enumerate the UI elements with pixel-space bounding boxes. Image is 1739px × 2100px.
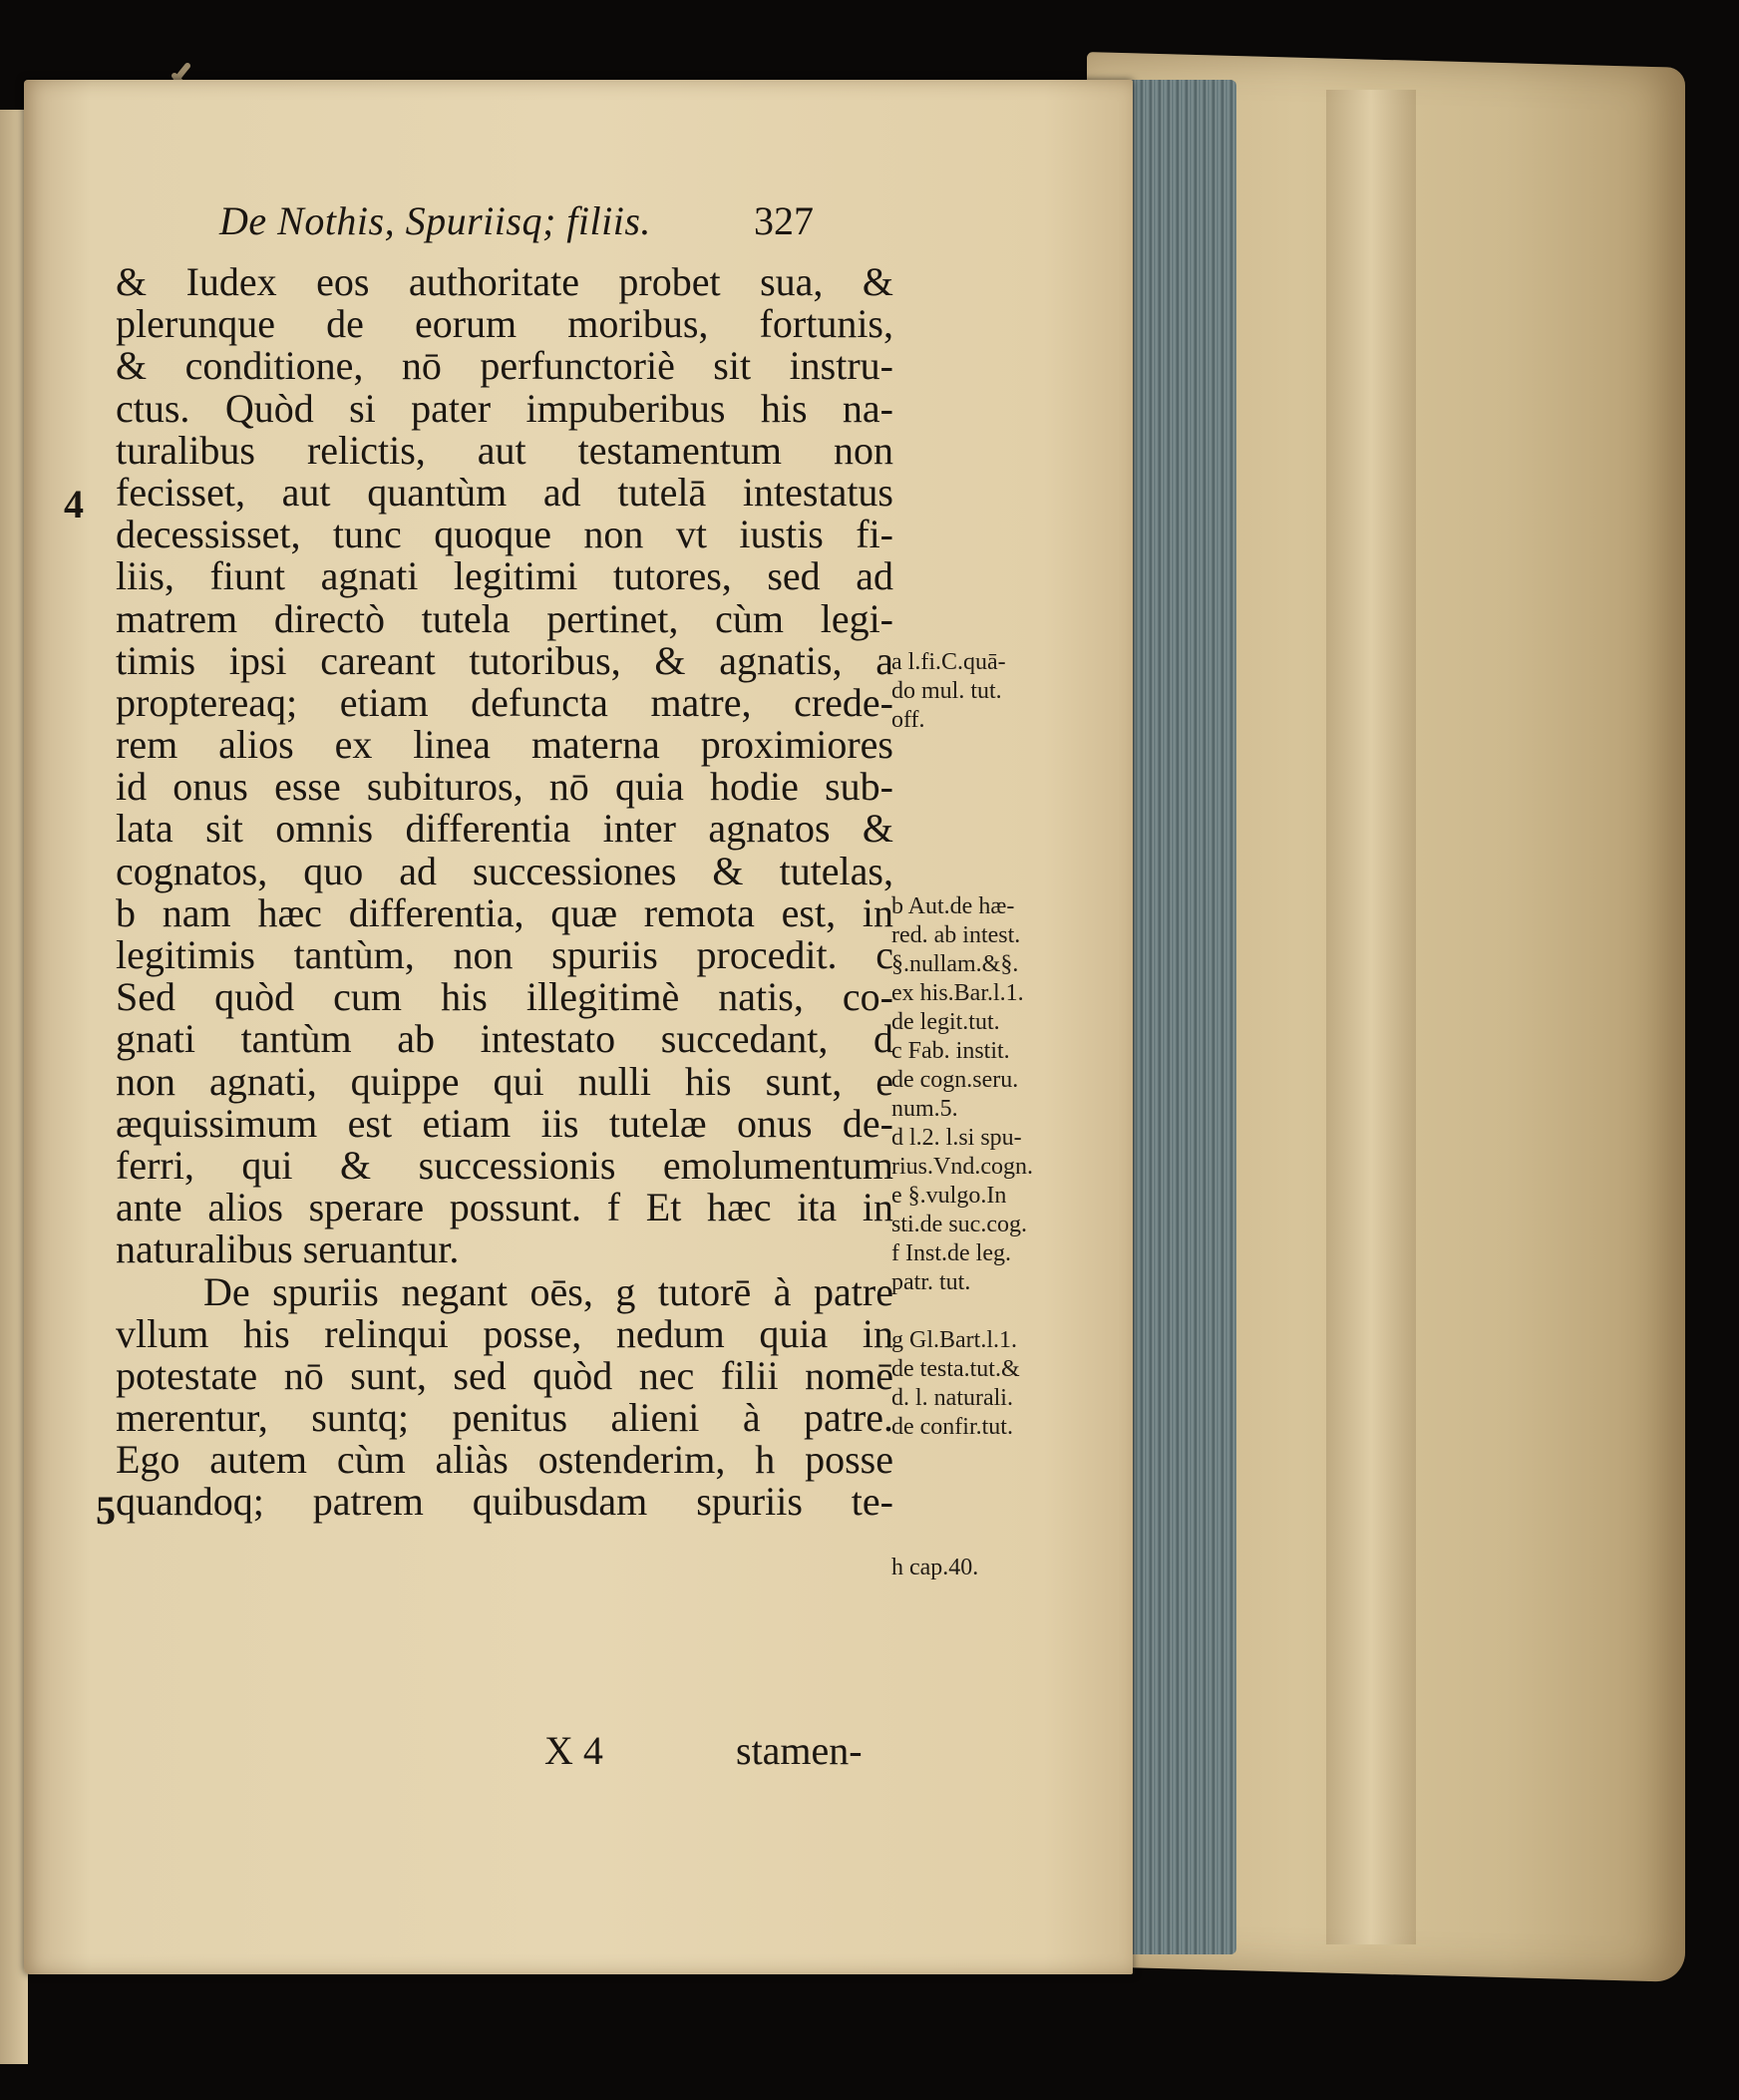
marginal-note-d: d l.2. l.si spu- rius.Vnd.cogn. (891, 1125, 1033, 1180)
page-edges (1127, 80, 1236, 1954)
body-line: merentur, suntq; penitus alieni à patre. (116, 1395, 893, 1441)
body-line: plerunque de eorum moribus, fortunis, (116, 301, 893, 347)
page-number: 327 (754, 198, 814, 243)
running-head: De Nothis, Spuriisq; filiis. (219, 198, 651, 243)
body-line: gnati tantùm ab intestato succedant, d (116, 1016, 893, 1062)
body-line: & Iudex eos authoritate probet sua, & (116, 259, 893, 304)
body-line: decessisset, tunc quoque non vt iustis fi- (116, 512, 893, 557)
body-line: liis, fiunt agnati legitimi tutores, sed ad (116, 553, 893, 599)
body-line: Sed quòd cum his illegitimè natis, co- (116, 974, 893, 1020)
body-line: fecisset, aut quantùm ad tutelā intestatus (116, 469, 893, 515)
book-page (24, 80, 1133, 1974)
body-line: & conditione, nō perfunctoriè sit instru- (116, 343, 893, 389)
section-number-5: 5 (96, 1488, 116, 1533)
marginal-note-b: b Aut.de hæ- red. ab intest. §.nullam.&§. ex his.Bar.l.1. de legit.tut. (891, 893, 1024, 1035)
body-line: potestate nō sunt, sed quòd nec filii nomē (116, 1352, 893, 1398)
body-line: æquissimum est etiam iis tutelæ onus de- (116, 1100, 893, 1146)
body-line: turalibus relictis, aut testamentum non (116, 427, 893, 473)
marginal-note-f: f Inst.de leg. patr. tut. (891, 1240, 1011, 1295)
body-line: quandoq; patrem quibusdam spuriis te- (116, 1479, 893, 1525)
marginal-note-a: a l.fi.C.quā- do mul. tut. off. (891, 649, 1006, 733)
body-text (116, 261, 893, 1524)
page-text-area (24, 80, 1133, 1974)
marginal-note-g: g Gl.Bart.l.1. de testa.tut.& d. l. naturali. de confir.tut. (891, 1327, 1020, 1440)
section-number-4: 4 (64, 482, 84, 526)
body-line: matrem directò tutela pertinet, cùm legi- (116, 595, 893, 641)
body-line: ctus. Quòd si pater impuberibus his na- (116, 385, 893, 431)
body-line: ferri, qui & successionis emolumentum (116, 1142, 893, 1188)
body-line: rem alios ex linea materna proximiores (116, 722, 893, 768)
body-line: cognatos, quo ad successiones & tutelas, (116, 848, 893, 893)
body-line: De spuriis negant oēs, g tutorē à patre (203, 1268, 893, 1314)
cover-fold (1326, 90, 1416, 1944)
body-line: legitimis tantùm, non spuriis procedit. c (116, 932, 893, 977)
body-line: lata sit omnis differentia inter agnatos & (116, 806, 893, 852)
catchword: stamen- (736, 1728, 863, 1773)
body-line: timis ipsi careant tutoribus, & agnatis, a (116, 637, 893, 683)
marginal-note-e: e §.vulgo.In sti.de suc.cog. (891, 1183, 1027, 1237)
body-line: vllum his relinqui posse, nedum quia in (116, 1310, 893, 1356)
body-line: ante alios sperare possunt. f Et hæc ita in (116, 1185, 893, 1230)
body-line: b nam hæc differentia, quæ remota est, in (116, 889, 893, 935)
marginal-note-h: h cap.40. (891, 1555, 979, 1580)
body-line: proptereaq; etiam defuncta matre, crede- (116, 679, 893, 725)
body-line: non agnati, quippe qui nulli his sunt, e (116, 1058, 893, 1104)
signature-mark: X 4 (544, 1728, 603, 1773)
body-line: id onus esse subituros, nō quia hodie sub- (116, 764, 893, 810)
marginal-note-c: c Fab. instit. de cogn.seru. num.5. (891, 1038, 1019, 1122)
body-line: Ego autem cùm aliàs ostenderim, h posse (116, 1437, 893, 1483)
body-line: naturalibus seruantur. (116, 1226, 460, 1272)
